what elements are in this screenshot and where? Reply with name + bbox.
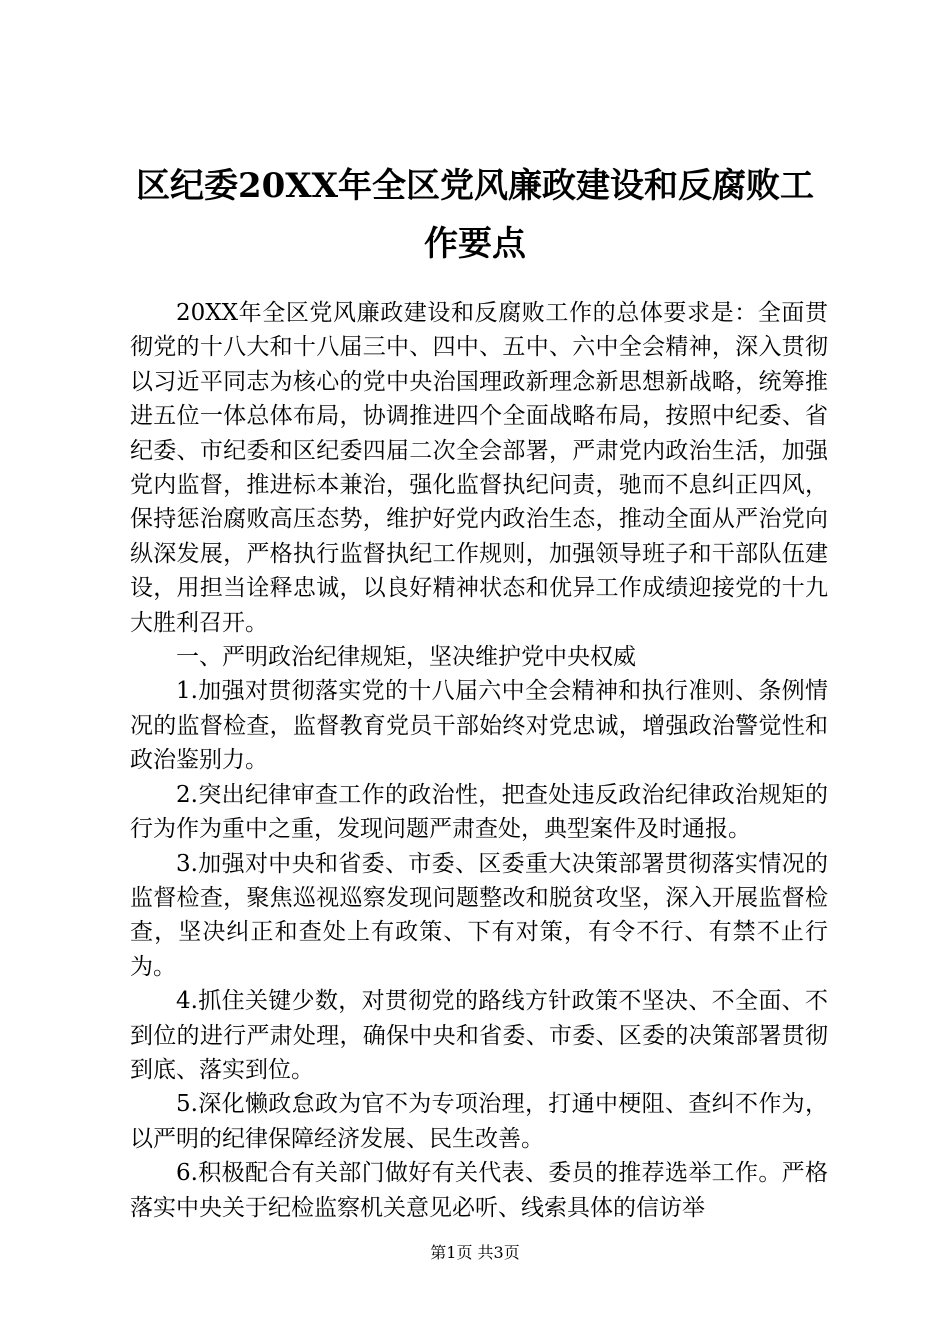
paragraph-item-4: 4.抓住关键少数，对贯彻党的路线方针政策不坚决、不全面、不到位的进行严肃处理，确保中央和省委、市委、区委的决策部署贯彻到底、落实到位。: [130, 988, 828, 1083]
section-heading-1: 一、严明政治纪律规矩，坚决维护党中央权威: [176, 644, 636, 671]
paragraph-item-6: 6.积极配合有关部门做好有关代表、委员的推荐选举工作。严格落实中央关于纪检监察机关意见必听、线索具体的信访举: [130, 1160, 828, 1221]
document-title-line-1: 区纪委20XX年全区党风廉政建设和反腐败工: [135, 166, 815, 206]
paragraph-item-2: 2.突出纪律审查工作的政治性，把查处违反政治纪律政治规矩的行为作为重中之重，发现问题严肃查处，典型案件及时通报。: [130, 781, 828, 843]
paragraph-item-3: 3.加强对中央和省委、市委、区委重大决策部署贯彻落实情况的监督检查，聚焦巡视巡察发现问题整改和脱贫攻坚，深入开展监督检查，坚决纠正和查处上有政策、下有对策，有令不行、有禁不止行为。: [130, 850, 828, 980]
document-body: [130, 296, 828, 1225]
paragraph-overview: 20XX年全区党风廉政建设和反腐败工作的总体要求是：全面贯彻党的十八大和十八届三中、四中、五中、六中全会精神，深入贯彻以习近平同志为核心的党中央治国理政新理念新思想新战略，统筹推进五位一体总体布局，协调推进四个全面战略布局，按照中纪委、省纪委、市纪委和区纪委四届二次全会部署，严肃党内政治生活，加强党内监督，推进标本兼治，强化监督执纪问责，驰而不息纠正四风，保持惩治腐败高压态势，维护好党内政治生态，推动全面从严治党向纵深发展，严格执行监督执纪工作规则，加强领导班子和干部队伍建设，用担当诠释忠诚，以良好精神状态和优异工作成绩迎接党的十九大胜利召开。: [130, 300, 828, 636]
document-title-line-2: 作要点: [424, 224, 526, 264]
page-number-footer: 第1页 共3页: [430, 1243, 520, 1262]
paragraph-item-5: 5.深化懒政怠政为官不为专项治理，打通中梗阻、查纠不作为，以严明的纪律保障经济发展、民生改善。: [130, 1091, 828, 1152]
paragraph-item-1: 1.加强对贯彻落实党的十八届六中全会精神和执行准则、条例情况的监督检查，监督教育党员干部始终对党忠诚，增强政治警觉性和政治鉴别力。: [130, 678, 828, 774]
